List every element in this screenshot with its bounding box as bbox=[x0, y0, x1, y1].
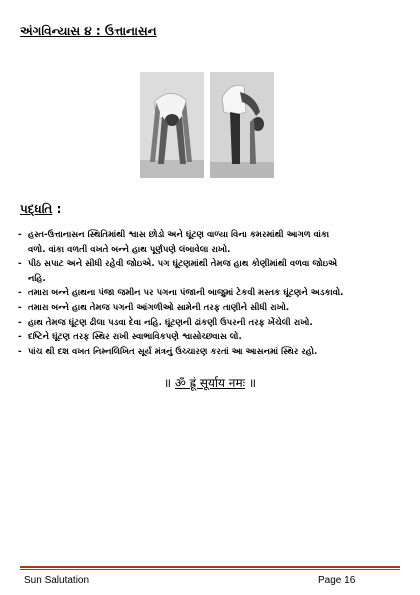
step-item bbox=[18, 345, 390, 360]
footer-book-title: Sun Salutation bbox=[24, 575, 90, 586]
method-steps bbox=[18, 228, 390, 359]
step-marker: - bbox=[18, 332, 22, 343]
step-text: તમારા બન્ને હાથ તેમજ પગની આંગળીઓ સામેની તરફ તાણીને સીધી રાખો. bbox=[28, 302, 290, 313]
method-heading-colon: : bbox=[56, 202, 62, 216]
step-marker: - bbox=[18, 317, 22, 328]
step-item bbox=[18, 286, 390, 301]
step-item bbox=[18, 228, 390, 257]
step-item bbox=[18, 330, 390, 345]
step-item bbox=[18, 257, 390, 286]
step-text-cont: નહિ. bbox=[28, 273, 46, 284]
pose-photo-front bbox=[140, 72, 204, 178]
step-text: હસ્ત-ઉત્તાનાસન સ્થિતિમાંથી શ્વાસ છોડો અને ઘૂંટણ વાળ્યા વિના કમરમાંથી આગળ વાંકા bbox=[28, 230, 330, 240]
pose-photo-side bbox=[210, 72, 274, 178]
mantra-bar-right: ॥ bbox=[248, 376, 257, 390]
footer-divider-thin bbox=[20, 569, 400, 570]
step-marker: - bbox=[18, 259, 22, 270]
sun-mantra bbox=[0, 374, 420, 391]
step-text-cont: વળો. વાંકા વળતી વખતે બન્ને હાથ પૂર્ણપણે લંબાવેલા રાખો. bbox=[28, 244, 231, 255]
footer-page-number: Page 16 bbox=[318, 575, 356, 586]
method-heading bbox=[20, 202, 61, 217]
mantra-bar-left: ॥ bbox=[163, 376, 172, 390]
step-marker: - bbox=[18, 346, 22, 357]
step-text: હાથ તેમજ ઘૂંટણ ઢીલા પડવા દેવા નહિ. ઘૂંટણની ઢાંકણી ઉપરની તરફ ખેંચેલી રાખો. bbox=[28, 317, 313, 328]
step-text: પીઠ સપાટ અને સીધી રહેવી જોઇએ. પગ ઘૂંટણમાંથી તેમજ હાથ કોણીમાંથી વળવા જોઇએ bbox=[28, 259, 338, 270]
step-text: પાંચ થી દશ વખત નિમ્નલિખિત સૂર્ય મંત્રનું ઉચ્ચારણ કરતાં આ આસનમાં સ્થિર રહો. bbox=[28, 346, 318, 357]
pose-photos bbox=[140, 72, 274, 178]
footer-divider bbox=[20, 566, 400, 568]
page-title: અંગવિન્યાસ ૪ : ઉત્તાનાસન bbox=[20, 24, 157, 38]
step-item bbox=[18, 316, 390, 331]
step-text: દષ્ટિને ઘૂંટણ તરફ સ્થિર રાખી સ્વાભાવિકપણે શ્વાસોચ્છ્વાસ લો. bbox=[28, 332, 242, 343]
step-marker: - bbox=[18, 302, 22, 313]
step-text: તમારા બન્ને હાથના પંજા જમીન પર પગના પંજાની બાજુમાં ટેકવી મસ્તક ઘૂંટણને અડકાવો. bbox=[28, 288, 344, 299]
method-heading-text: પદ્ધતિ bbox=[20, 202, 53, 216]
step-marker: - bbox=[18, 288, 22, 299]
step-marker: - bbox=[18, 230, 22, 240]
step-item bbox=[18, 301, 390, 316]
mantra-text: ॐ ह्रूं सूर्याय नमः bbox=[174, 376, 246, 390]
